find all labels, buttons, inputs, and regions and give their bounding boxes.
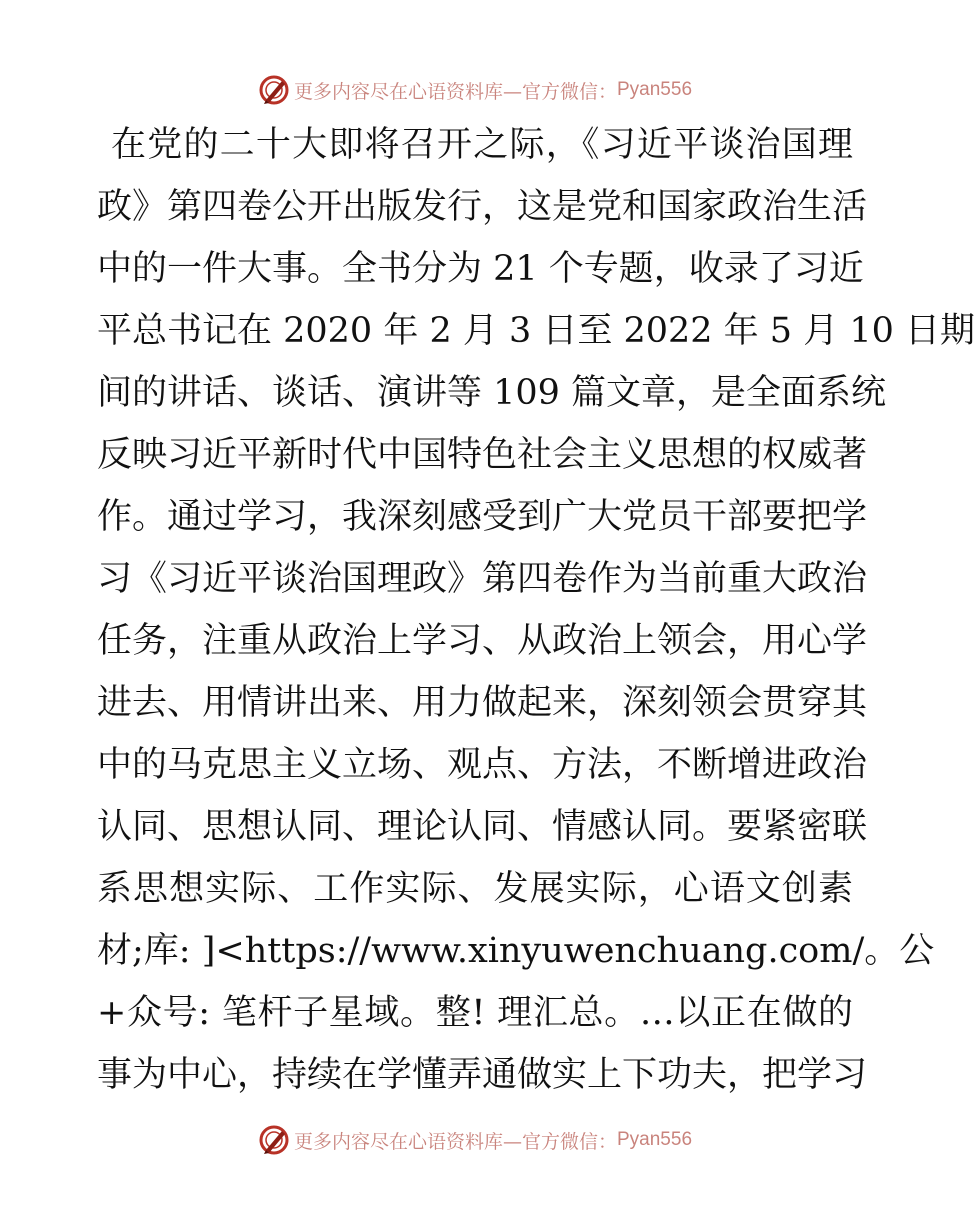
body-line: 作。通过学习，我深刻感受到广大党员干部要把学 <box>97 497 868 537</box>
body-line: 间的讲话、谈话、演讲等 109 篇文章，是全面系统 <box>97 373 887 413</box>
body-line: 认同、思想认同、理论认同、情感认同。要紧密联 <box>97 807 868 847</box>
body-line: 材;库: ]<https://www.xinyuwenchuang.com/。公 <box>97 931 935 971</box>
banner-text: 更多内容尽在心语资料库—官方微信： <box>293 1130 617 1153</box>
wechat-id: Pyan556 <box>617 79 693 100</box>
body-line: 事为中心，持续在学懂弄通做实上下功夫，把学习 <box>97 1055 868 1095</box>
body-line: 任务，注重从政治上学习、从政治上领会，用心学 <box>97 621 868 661</box>
document-body <box>97 114 975 1106</box>
body-line: 系思想实际、工作实际、发展实际，心语文创素 <box>97 869 853 909</box>
body-line: +众号: 笔杆子星域。整! 理汇总。…以正在做的 <box>97 993 853 1033</box>
body-line: 习《习近平谈治国理政》第四卷作为当前重大政治 <box>97 559 868 599</box>
body-line: 中的马克思主义立场、观点、方法，不断增进政治 <box>97 745 868 785</box>
body-line: 进去、用情讲出来、用力做起来，深刻领会贯穿其 <box>97 683 868 723</box>
header-banner <box>0 70 950 110</box>
body-line: 反映习近平新时代中国特色社会主义思想的权威著 <box>97 435 868 475</box>
body-line: 在党的二十大即将召开之际，《习近平谈治国理 <box>111 125 853 165</box>
body-line: 中的一件大事。全书分为 21 个专题，收录了习近 <box>97 249 864 289</box>
body-line: 政》第四卷公开出版发行，这是党和国家政治生活 <box>97 187 868 227</box>
footer-banner <box>0 1120 950 1160</box>
red-seal-pen-logo-icon <box>258 1124 290 1156</box>
banner-text: 更多内容尽在心语资料库—官方微信： <box>293 80 617 103</box>
body-line: 平总书记在 2020 年 2 月 3 日至 2022 年 5 月 10 日期 <box>97 311 975 351</box>
red-seal-pen-logo-icon <box>258 74 290 106</box>
wechat-id: Pyan556 <box>617 1129 693 1150</box>
